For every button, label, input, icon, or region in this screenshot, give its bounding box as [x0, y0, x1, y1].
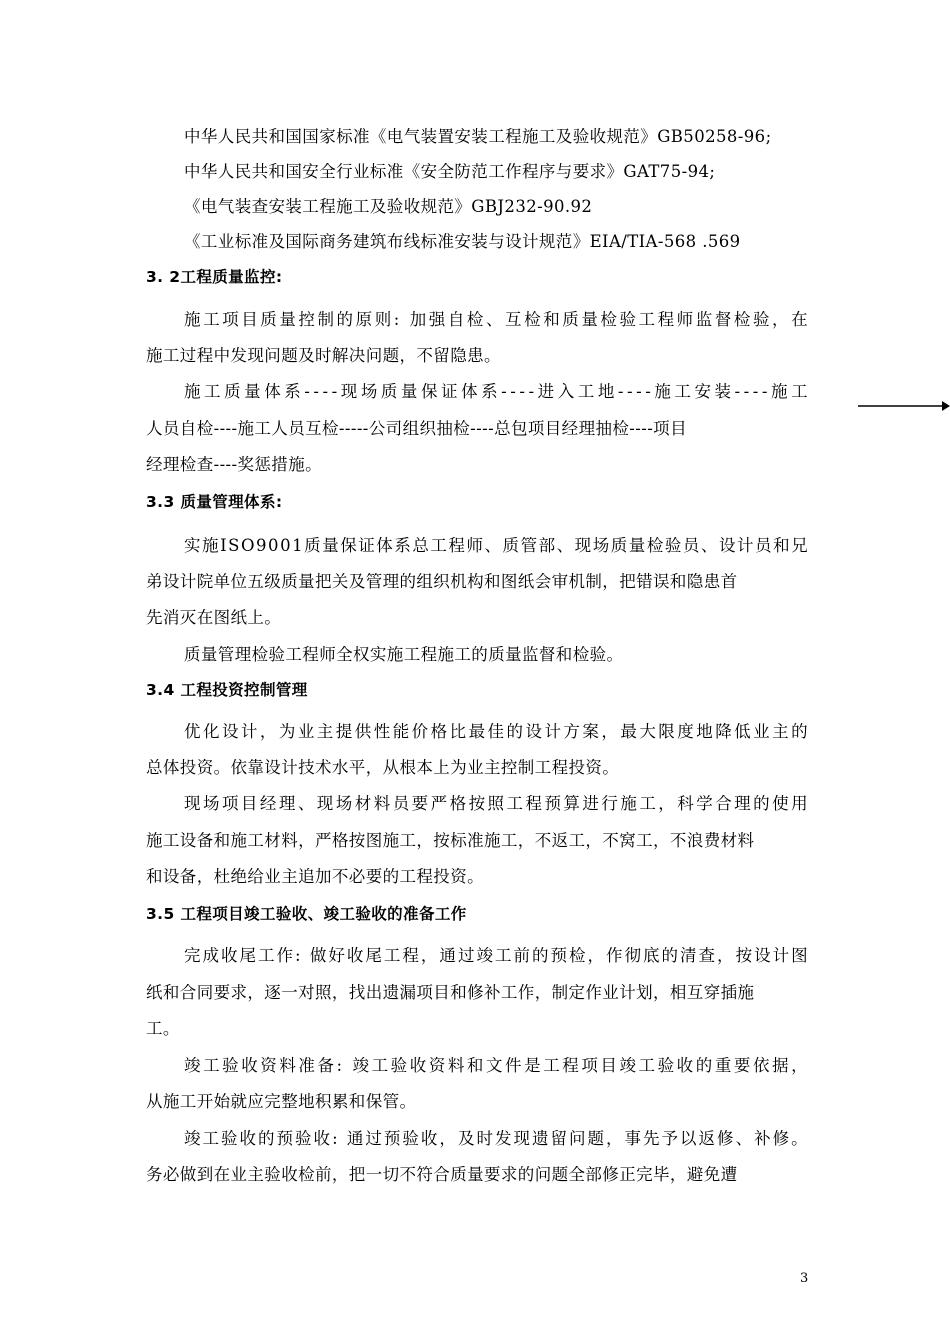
paragraph-line: 和设备，杜绝给业主追加不必要的工程投资。 — [146, 867, 484, 886]
paragraph-line: 施工项目质量控制的原则: 加强自检、互检和质量检验工程师监督检验，在 — [184, 310, 811, 329]
paragraph-line: 竣工验收资料准备: 竣工验收资料和文件是工程项目竣工验收的重要依据， — [184, 1056, 811, 1075]
paragraph-line: 质量管理检验工程师全权实施工程施工的质量监督和检验。 — [184, 645, 624, 664]
section-heading-3-4: 3.4 工程投资控制管理 — [146, 681, 308, 699]
paragraph-line: 施工设备和施工材料，严格按图施工，按标准施工，不返工，不窝工，不浪费材料 — [146, 831, 755, 850]
section-heading-3-5: 3.5 工程项目竣工验收、竣工验收的准备工作 — [146, 905, 467, 923]
paragraph-line: 工。 — [146, 1019, 180, 1038]
paragraph-line: 施工质量体系----现场质量保证体系----进入工地----施工安装----施工 — [184, 382, 812, 401]
paragraph-line: 竣工验收的预验收: 通过预验收，及时发现遗留问题，事先予以返修、补修。 — [184, 1129, 810, 1148]
standard-line-4: 《工业标准及国际商务建筑布线标准安装与设计规范》EIA/TIA-568 .569 — [184, 232, 741, 251]
paragraph-line: 施工过程中发现问题及时解决问题，不留隐患。 — [146, 346, 501, 365]
paragraph-line: 现场项目经理、现场材料员要严格按照工程预算进行施工，科学合理的使用 — [184, 794, 811, 813]
paragraph-line: 先消灭在图纸上。 — [146, 608, 282, 627]
section-heading-3-2: 3. 2工程质量监控: — [146, 268, 283, 286]
paragraph-line: 从施工开始就应完整地积累和保管。 — [146, 1092, 417, 1111]
standard-line-3: 《电气装查安装工程施工及验收规范》GBJ232-90.92 — [184, 197, 593, 216]
paragraph-line: 经理检查----奖惩措施。 — [146, 455, 323, 474]
page-number: 3 — [800, 1271, 809, 1286]
paragraph-line: 人员自检----施工人员互检-----公司组织抽检----总包项目经理抽检----项目 — [146, 419, 687, 438]
standard-line-1: 中华人民共和国国家标准《电气装置安装工程施工及验收规范》GB50258-96; — [184, 127, 772, 146]
paragraph-line: 务必做到在业主验收检前，把一切不符合质量要求的问题全部修正完毕，避免遭 — [146, 1165, 738, 1184]
paragraph-line: 完成收尾工作: 做好收尾工程，通过竣工前的预检，作彻底的清查，按设计图 — [184, 946, 810, 965]
right-arrow-icon — [858, 398, 950, 414]
paragraph-line: 弟设计院单位五级质量把关及管理的组织机构和图纸会审机制，把错误和隐患首 — [146, 572, 738, 591]
paragraph-line: 实施ISO9001质量保证体系总工程师、质管部、现场质量检验员、设计员和兄 — [184, 536, 810, 555]
paragraph-line: 优化设计，为业主提供性能价格比最佳的设计方案，最大限度地降低业主的 — [184, 722, 811, 741]
standard-line-2: 中华人民共和国安全行业标准《安全防范工作程序与要求》GAT75-94; — [184, 162, 716, 181]
paragraph-line: 总体投资。依靠设计技术水平，从根本上为业主控制工程投资。 — [146, 758, 620, 777]
paragraph-line: 纸和合同要求，逐一对照，找出遗漏项目和修补工作，制定作业计划，相互穿插施 — [146, 983, 755, 1002]
section-heading-3-3: 3.3 质量管理体系: — [146, 493, 283, 511]
